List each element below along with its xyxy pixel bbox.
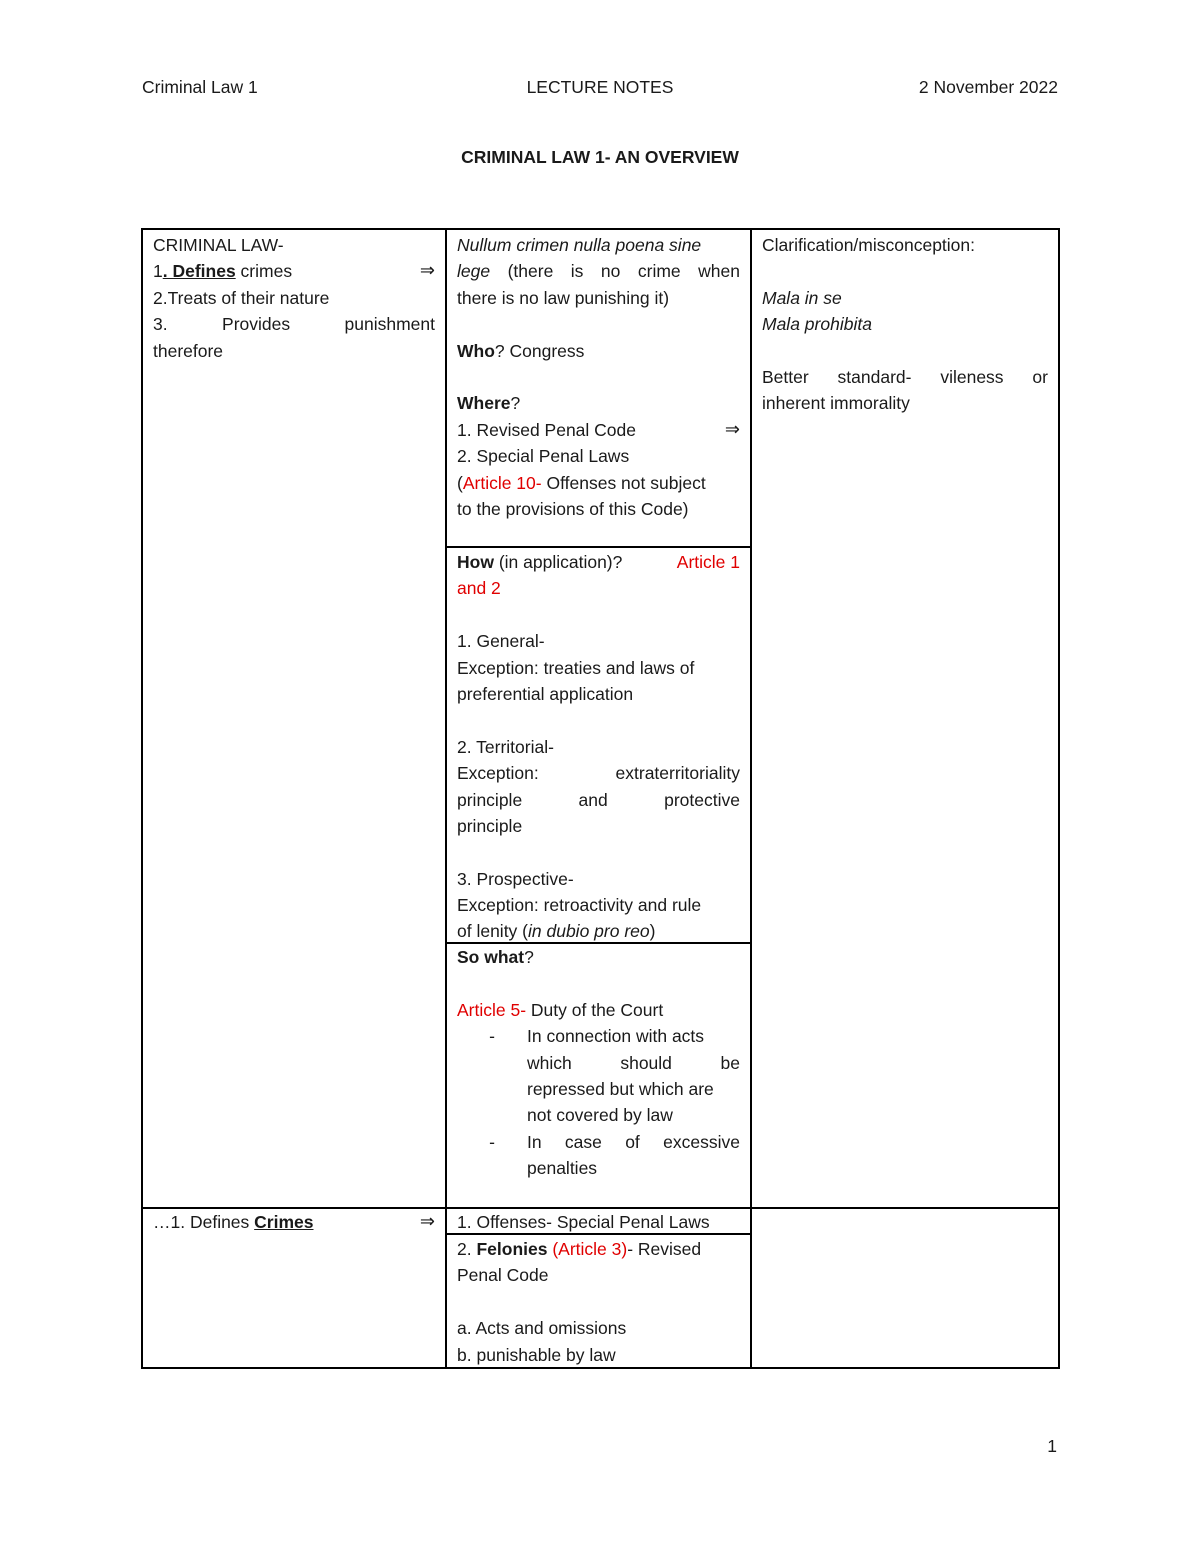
nullum-crimen-cell (447, 232, 750, 522)
where-line (457, 390, 740, 416)
word: In (527, 1131, 542, 1152)
article-10-ref: Article 10- (462, 472, 542, 493)
in-dubio-pro-reo: in dubio pro reo (528, 921, 650, 942)
table-border-left (141, 228, 143, 1369)
so-what-label: So what (457, 947, 525, 967)
revised-penal-code: 1. Revised Penal Code (457, 419, 636, 440)
penal-code-line: Penal Code (457, 1265, 549, 1286)
list-item (457, 1129, 740, 1182)
bullet-text (527, 1129, 740, 1155)
table-border-right (1058, 228, 1060, 1369)
word: which (527, 1052, 572, 1073)
article-10-line (457, 470, 740, 496)
lege-word: lege (457, 261, 491, 282)
latin-maxim: Nullum crimen nulla poena sine (457, 235, 702, 255)
inherent-immorality-line: inherent immorality (762, 393, 910, 414)
special-penal-laws-line: 2. Special Penal Laws (457, 446, 630, 467)
word: excessive (663, 1131, 740, 1152)
overview-table (141, 228, 1060, 1369)
bullet-text: penalties (527, 1158, 598, 1179)
article-5-ref: Article 5- (457, 999, 527, 1020)
principle-line: principle (457, 815, 523, 836)
paren: ( (457, 472, 463, 493)
criminal-law-heading: CRIMINAL LAW- (153, 235, 284, 255)
how-line (457, 549, 740, 575)
lenity-line (457, 918, 740, 944)
defines-crimes-line (153, 258, 435, 284)
better-standard-line (762, 364, 1048, 390)
where-label: Where (457, 393, 511, 414)
word: case (564, 1131, 602, 1152)
protective-word: protective (664, 789, 740, 810)
article-5-line (457, 997, 740, 1023)
treats-nature-line: 2.Treats of their nature (153, 287, 330, 308)
item-number: 2. (457, 1239, 477, 1259)
header-date: 2 November 2022 (918, 77, 1058, 97)
acts-omissions-line: a. Acts and omissions (457, 1318, 627, 1339)
principle-word: principle (457, 789, 523, 810)
bullet-text: repressed but which are (527, 1078, 714, 1099)
no-law-line: there is no law punishing it) (457, 287, 670, 308)
punishment-word: punishment (344, 314, 435, 335)
who-line (457, 338, 740, 364)
article-1-ref: Article 1 (676, 552, 740, 572)
general-line: 1. General- (457, 631, 545, 652)
bullet-text: In connection with acts (527, 1026, 705, 1047)
offenses-cell (447, 1209, 750, 1235)
right-arrow-icon: ⇒ (419, 1211, 435, 1232)
prospective-exception-line: Exception: retroactivity and rule (457, 895, 702, 916)
offenses-line: 1. Offenses- Special Penal Laws (457, 1212, 710, 1232)
lege-explanation: (there is no crime when (490, 261, 740, 282)
word: Better (762, 366, 809, 387)
article-10-text: Offenses not subject (541, 472, 706, 493)
item-number: 3. (153, 314, 168, 335)
word: of (625, 1131, 640, 1152)
right-arrow-icon: ⇒ (419, 260, 435, 282)
territorial-exception-line (457, 760, 740, 786)
extraterritoriality-word: extraterritoriality (615, 763, 740, 784)
dash-bullet: - (489, 1026, 495, 1047)
article-3-ref: (Article 3) (547, 1239, 628, 1259)
lege-line (457, 258, 740, 284)
word: be (720, 1052, 740, 1073)
territorial-line: 2. Territorial- (457, 736, 554, 757)
provides-punishment-line (153, 311, 435, 337)
document-title: CRIMINAL LAW 1- AN OVERVIEW (461, 147, 739, 167)
question-mark: ? (524, 947, 534, 967)
clarification-heading: Clarification/misconception: (762, 235, 976, 255)
prospective-line: 3. Prospective- (457, 868, 574, 889)
page-number: 1 (1047, 1436, 1057, 1456)
word: or (1032, 366, 1048, 387)
revised-text: - Revised (627, 1239, 702, 1259)
duty-of-court: Duty of the Court (526, 999, 664, 1020)
dash-bullet: - (489, 1131, 495, 1152)
item-number: 1 (153, 261, 163, 282)
criminal-law-definition-cell (143, 232, 445, 364)
list-item (457, 1023, 740, 1129)
general-exception-cont-line: preferential application (457, 683, 634, 704)
exception-label: Exception: (457, 763, 539, 784)
header-lecture-notes: LECTURE NOTES (526, 77, 674, 97)
table-divider-how (445, 546, 752, 548)
provides-word: Provides (222, 314, 291, 335)
clarification-cell (752, 232, 1058, 417)
paren: ) (649, 921, 656, 942)
article-2-ref: and 2 (457, 578, 501, 599)
word: should (620, 1052, 672, 1073)
revised-penal-code-line (457, 417, 740, 443)
defines-crimes-cell (143, 1209, 445, 1235)
how-question: (in application)? (493, 552, 623, 572)
bullet-text: not covered by law (527, 1105, 673, 1126)
right-arrow-icon: ⇒ (724, 418, 740, 440)
bullet-text (527, 1050, 740, 1076)
who-label: Who (457, 340, 495, 361)
mala-prohibita: Mala prohibita (762, 314, 872, 335)
mala-in-se: Mala in se (762, 287, 842, 308)
defines-crimes-line (153, 1209, 435, 1235)
so-what-cell (447, 944, 750, 1182)
header-course: Criminal Law 1 (142, 77, 258, 97)
felonies-label: Felonies (476, 1239, 548, 1259)
therefore-line: therefore (153, 340, 224, 361)
word: standard- (837, 366, 912, 387)
how-label: How (457, 552, 494, 572)
so-what-line (457, 944, 740, 970)
felonies-cell (447, 1236, 750, 1368)
how-application-cell (447, 549, 750, 945)
punishable-line: b. punishable by law (457, 1344, 616, 1365)
who-answer: ? Congress (494, 340, 585, 361)
and-word: and (578, 789, 608, 810)
where-mark: ? (510, 393, 521, 414)
article-10-cont-line: to the provisions of this Code) (457, 498, 689, 519)
general-exception-line: Exception: treaties and laws of (457, 657, 695, 678)
nullum-crimen-line (457, 232, 740, 258)
crimes-label: crimes (235, 261, 293, 282)
lenity-text: of lenity ( (457, 921, 528, 942)
defines-label: . Defines (162, 261, 236, 282)
felonies-line (457, 1236, 740, 1262)
crimes-word: Crimes (254, 1212, 314, 1232)
territorial-exception-cont-line (457, 787, 740, 813)
defines-prefix: …1. Defines (153, 1212, 255, 1232)
table-border-top (141, 228, 1060, 230)
word: vileness (940, 366, 1004, 387)
